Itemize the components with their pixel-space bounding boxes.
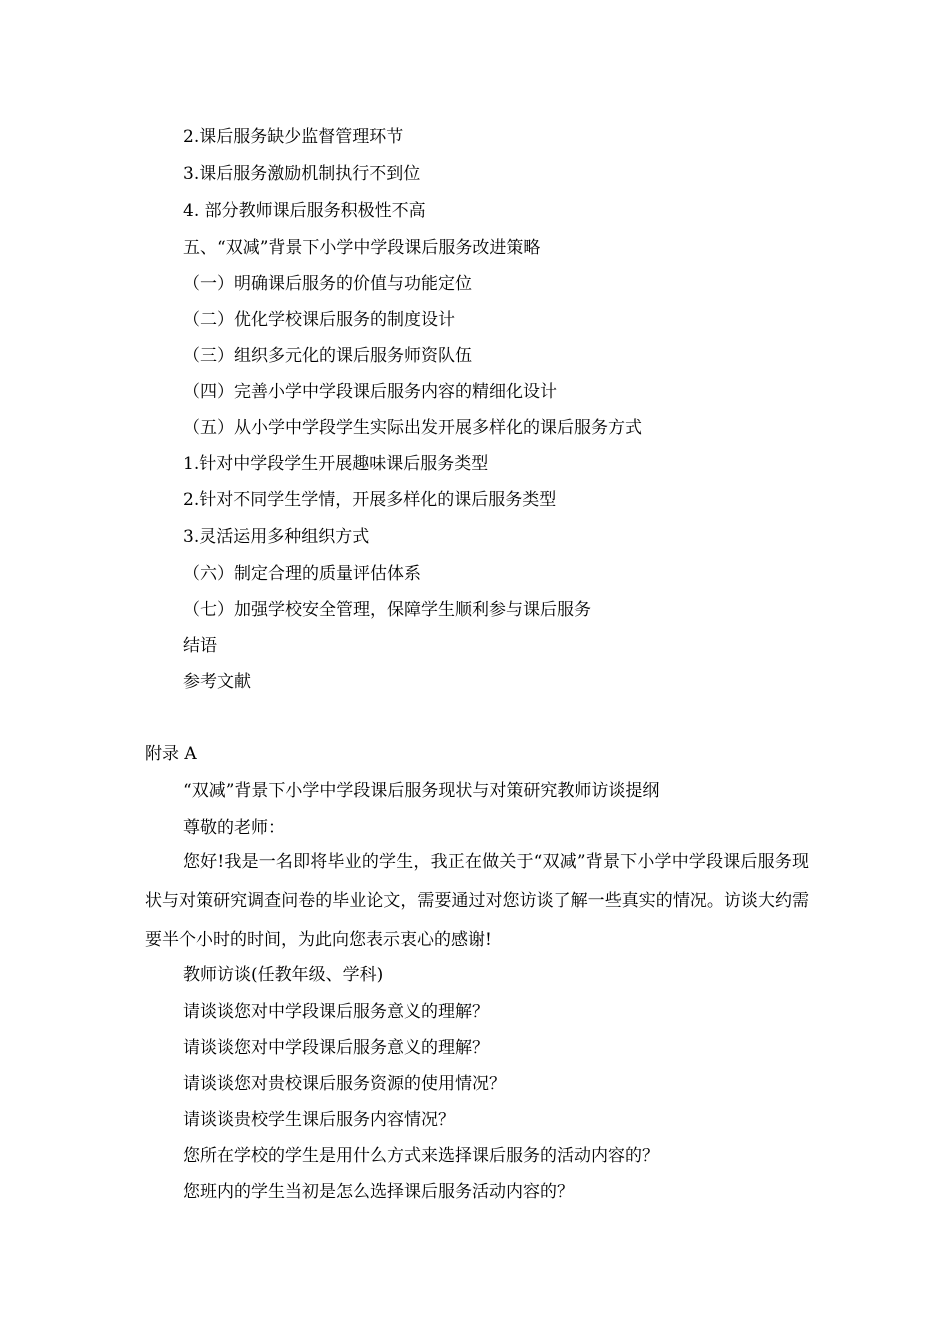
toc-item: 2.课后服务缺少监督管理环节	[183, 127, 404, 147]
toc-item: （七）加强学校安全管理，保障学生顺利参与课后服务	[183, 600, 591, 620]
toc-item: 3.灵活运用多种组织方式	[183, 527, 370, 547]
toc-item: 1.针对中学段学生开展趣味课后服务类型	[183, 454, 489, 474]
toc-item: （四）完善小学中学段课后服务内容的精细化设计	[183, 382, 557, 402]
question-item: 您班内的学生当初是怎么选择课后服务活动内容的？	[183, 1182, 574, 1202]
toc-item: （六）制定合理的质量评估体系	[183, 564, 421, 584]
toc-item: （五）从小学中学段学生实际出发开展多样化的课后服务方式	[183, 418, 642, 438]
appendix-title: “双减”背景下小学中学段课后服务现状与对策研究教师访谈提纲	[183, 781, 660, 801]
question-item: 请谈谈您对中学段课后服务意义的理解？	[183, 1038, 489, 1058]
toc-item: （三）组织多元化的课后服务师资队伍	[183, 346, 472, 366]
question-item: 请谈谈您对中学段课后服务意义的理解？	[183, 1002, 489, 1022]
toc-item: （二）优化学校课后服务的制度设计	[183, 310, 455, 330]
toc-item: 2.针对不同学生学情，开展多样化的课后服务类型	[183, 490, 557, 510]
intro-paragraph: 您好!我是一名即将毕业的学生，我正在做关于“双减”背景下小学中学段课后服务现状与对策研究调查问卷的毕业论文，需要通过对您访谈了解一些真实的情况。访谈大约需要半个小时的时间，为此向您表示衷心的感谢!	[145, 852, 809, 950]
question-item: 请谈谈贵校学生课后服务内容情况？	[183, 1110, 455, 1130]
appendix-heading: 附录 A	[145, 744, 197, 764]
question-item: 您所在学校的学生是用什么方式来选择课后服务的活动内容的？	[183, 1146, 659, 1166]
section-label: 教师访谈(任教年级、学科)	[183, 965, 384, 985]
toc-item: 五、“双减”背景下小学中学段课后服务改进策略	[183, 238, 541, 258]
toc-item: （一）明确课后服务的价值与功能定位	[183, 274, 472, 294]
salutation: 尊敬的老师：	[183, 818, 285, 838]
toc-item: 参考文献	[183, 672, 251, 692]
toc-item: 4. 部分教师课后服务积极性不高	[183, 201, 426, 221]
question-item: 请谈谈您对贵校课后服务资源的使用情况？	[183, 1074, 506, 1094]
toc-item: 结语	[183, 636, 217, 656]
toc-item: 3.课后服务激励机制执行不到位	[183, 164, 421, 184]
